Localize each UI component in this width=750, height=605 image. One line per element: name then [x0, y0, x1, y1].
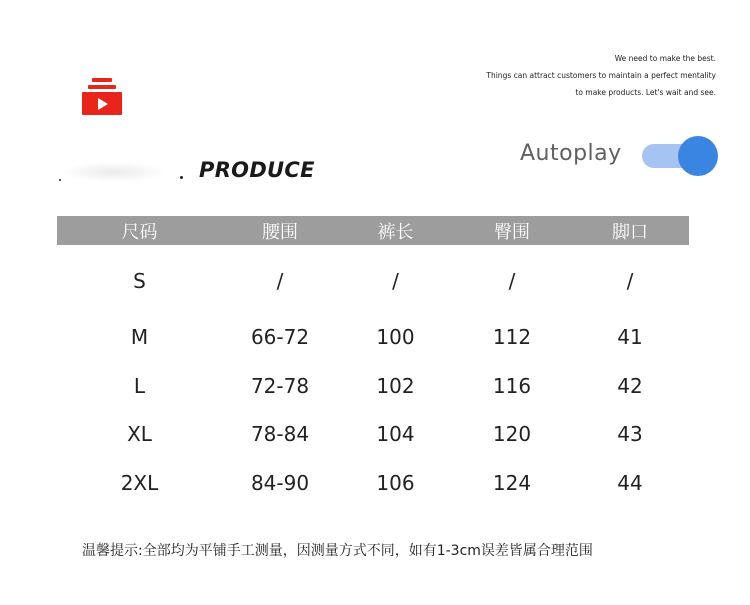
- tagline: [486, 50, 716, 101]
- hip-cell: 116: [492, 373, 532, 398]
- header-hip: 臀围: [453, 216, 571, 245]
- tagline-line: to make products. Let's wait and see.: [575, 88, 716, 97]
- header-waist: 腰围: [222, 216, 338, 245]
- size-cell: M: [130, 325, 149, 350]
- length-cell: 104: [376, 422, 415, 447]
- length-cell: 106: [376, 470, 415, 495]
- size-cell: L: [133, 373, 146, 398]
- blurred-brand-logo: [62, 162, 166, 182]
- waist-cell: 66-72: [250, 325, 310, 350]
- size-cell: 2XL: [120, 470, 159, 495]
- waist-cell: /: [276, 269, 284, 293]
- header-size: 尺码: [57, 216, 222, 245]
- table-row: [57, 410, 689, 459]
- tagline-line: We need to make the best.: [614, 54, 716, 63]
- hip-cell: 120: [492, 422, 532, 447]
- table-row: [57, 245, 689, 313]
- length-cell: /: [392, 269, 399, 293]
- play-triangle-icon: [98, 98, 108, 110]
- size-chart-table: [57, 216, 689, 507]
- hip-cell: /: [508, 269, 516, 293]
- logo-bar-middle: [88, 85, 116, 89]
- hip-cell: 124: [492, 470, 532, 495]
- waist-cell: 72-78: [250, 373, 310, 398]
- autoplay-toggle[interactable]: [642, 136, 718, 176]
- size-cell: S: [133, 269, 146, 293]
- brand-dot: [180, 176, 183, 179]
- header-length: 裤长: [338, 216, 453, 245]
- leg-opening-cell: 42: [617, 373, 643, 398]
- toggle-knob: [678, 136, 718, 176]
- brand-dot: [59, 179, 61, 181]
- header-leg-opening: 脚口: [571, 216, 689, 245]
- tagline-line: Things can attract customers to maintain a perfect mentality: [486, 71, 716, 80]
- length-cell: 102: [376, 373, 415, 398]
- table-row: [57, 459, 689, 508]
- leg-opening-cell: 41: [617, 325, 643, 350]
- table-row: [57, 313, 689, 362]
- size-cell: XL: [127, 422, 152, 447]
- length-cell: 100: [376, 325, 415, 350]
- leg-opening-cell: 43: [617, 422, 643, 447]
- table-header-row: [57, 216, 689, 245]
- autoplay-label: Autoplay: [520, 141, 622, 166]
- waist-cell: 78-84: [250, 422, 310, 447]
- table-row: [57, 362, 689, 411]
- logo-bar-top: [92, 78, 112, 82]
- brand-produce-text: PRODUCE: [199, 158, 315, 182]
- measurement-note: 温馨提示:全部均为平铺手工测量，因测量方式不同，如有1-3cm误差皆属合理范围: [82, 543, 593, 559]
- hip-cell: 112: [492, 325, 532, 350]
- video-play-logo-icon: [82, 78, 122, 116]
- waist-cell: 84-90: [250, 470, 310, 495]
- leg-opening-cell: 44: [617, 470, 643, 495]
- leg-opening-cell: /: [626, 269, 634, 293]
